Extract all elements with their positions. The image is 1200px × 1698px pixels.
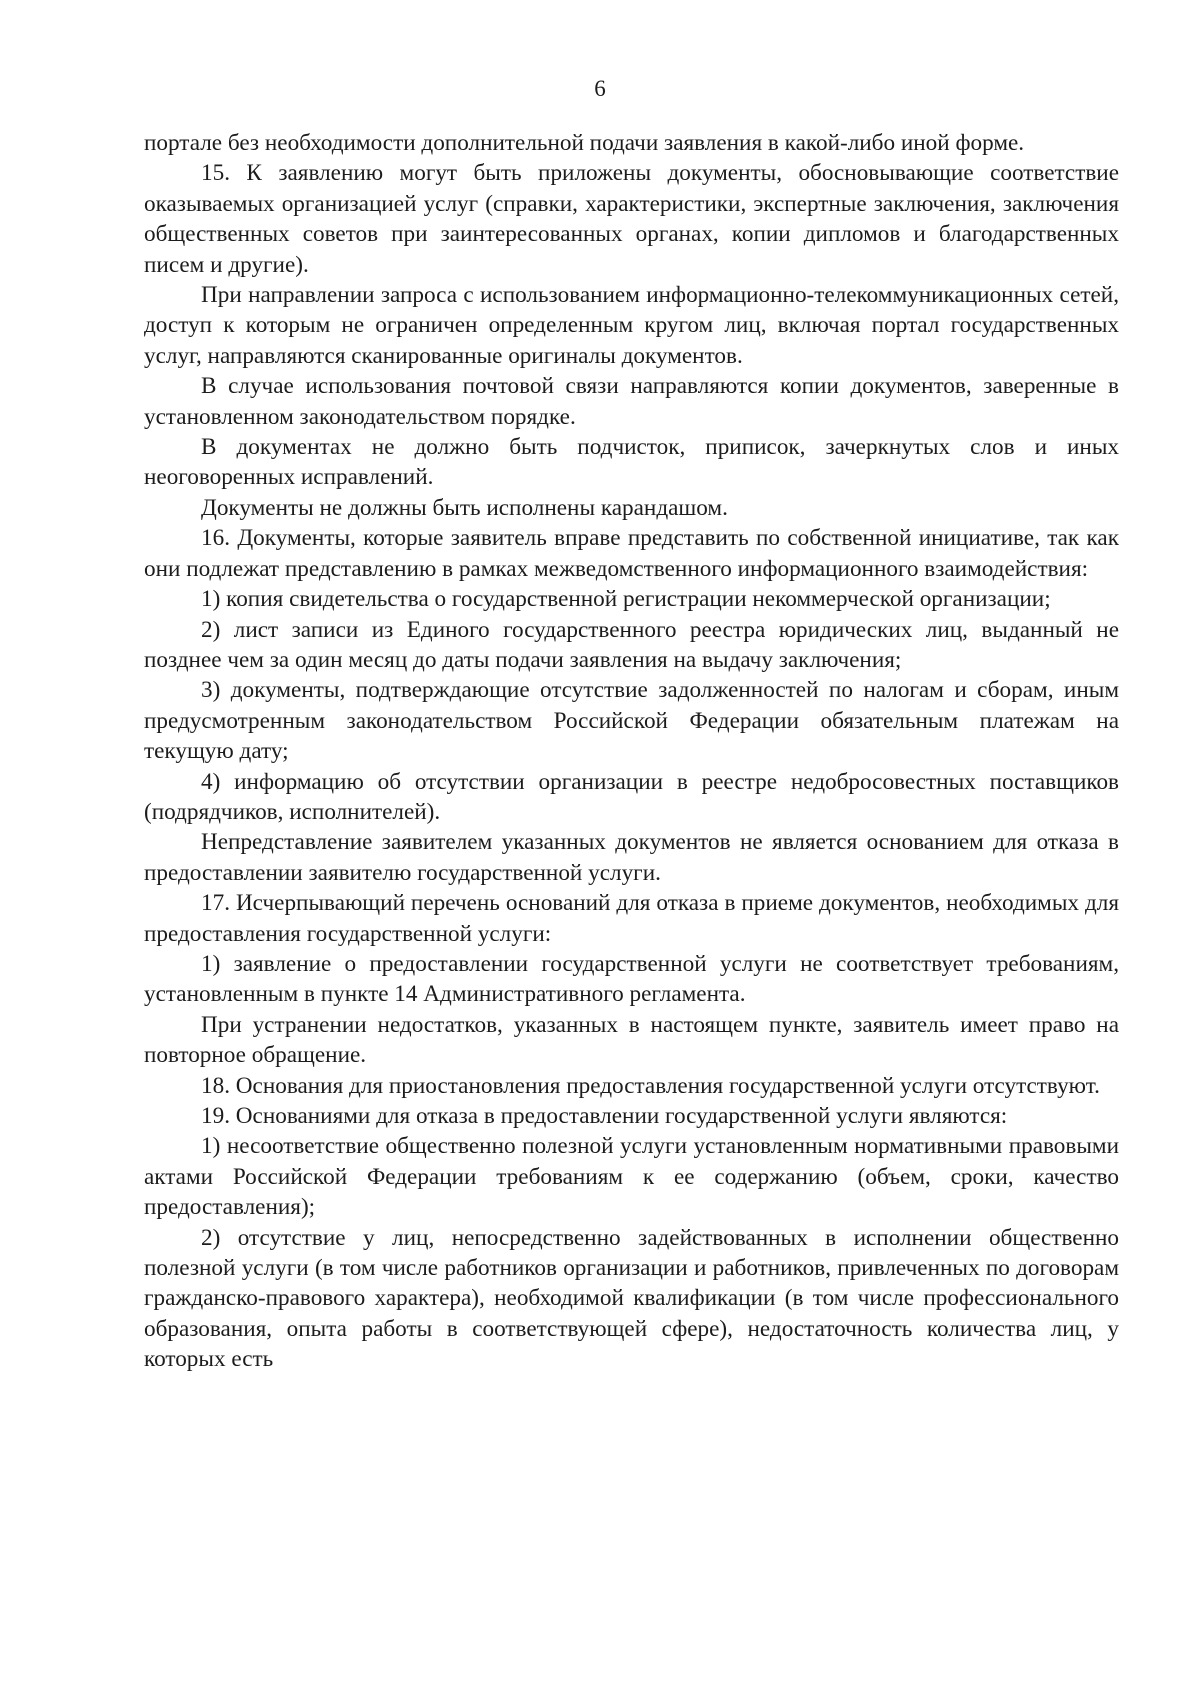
paragraph-item-15: 15. К заявлению могут быть приложены документы, обосновывающие соответствие оказываемых организацией услуг (справки, характеристики, экспертные заключения, заключения общественных советов при заинтересованных органах, копии дипломов и благодарственных писем и другие). — [144, 160, 1119, 278]
list-item: 1) несоответствие общественно полезной услуги установленным нормативными правовыми актами Российской Федерации требованиям к ее содержанию (объем, сроки, качество предоставления); — [144, 1133, 1119, 1221]
list-item: 1) заявление о предоставлении государственной услуги не соответствует требованиям, установленным в пункте 14 Административного регламента. — [144, 950, 1119, 1008]
paragraph-item-18: 18. Основания для приостановления предоставления государственной услуги отсутствуют. — [201, 1072, 1100, 1099]
paragraph: В документах не должно быть подчисток, приписок, зачеркнутых слов и иных неоговоренных исправлений. — [144, 434, 1119, 491]
document-body — [144, 128, 1119, 1375]
list-item: 3) документы, подтверждающие отсутствие задолженностей по налогам и сборам, иным предусмотренным законодательством Российской Федерации обязательным платежам на текущую дату; — [144, 677, 1119, 765]
paragraph-item-19: 19. Основаниями для отказа в предоставлении государственной услуги являются: — [201, 1103, 1008, 1129]
list-item: 2) лист записи из Единого государственного реестра юридических лиц, выданный не позднее чем за один месяц до даты подачи заявления на выдачу заключения; — [144, 616, 1119, 673]
paragraph: В случае использования почтовой связи направляются копии документов, заверенные в установленном законодательством порядке. — [144, 373, 1119, 430]
list-item: 2) отсутствие у лиц, непосредственно задействованных в исполнении общественно полезной услуги (в том числе работников организации и работников, привлеченных по договорам гражданско-правового характера), необходимой квалификации (в том числе профессионального образования, опыта работы в соответствующей сфере), недостаточность количества лиц, у которых есть — [144, 1224, 1119, 1373]
paragraph: Непредставление заявителем указанных документов не является основанием для отказа в предоставлении заявителю государственной услуги. — [144, 829, 1119, 886]
paragraph-item-16: 16. Документы, которые заявитель вправе представить по собственной инициативе, так как они подлежат представлению в рамках межведомственного информационного взаимодействия: — [144, 525, 1119, 582]
paragraph: При направлении запроса с использованием информационно-телекоммуникационных сетей, доступ к которым не ограничен определенным кругом лиц, включая портал государственных услуг, направляются сканированные оригиналы документов. — [144, 282, 1119, 369]
list-item: 1) копия свидетельства о государственной регистрации некоммерческой организации; — [201, 586, 1051, 613]
list-item: 4) информацию об отсутствии организации в реестре недобросовестных поставщиков (подрядчиков, исполнителей). — [144, 768, 1119, 825]
page-number: 6 — [594, 76, 606, 101]
paragraph-item-17: 17. Исчерпывающий перечень оснований для отказа в приеме документов, необходимых для предоставления государственной услуги: — [144, 890, 1119, 947]
paragraph: Документы не должны быть исполнены карандашом. — [201, 494, 728, 521]
paragraph: портале без необходимости дополнительной подачи заявления в какой-либо иной форме. — [144, 130, 1025, 156]
paragraph: При устранении недостатков, указанных в настоящем пункте, заявитель имеет право на повторное обращение. — [144, 1011, 1119, 1069]
